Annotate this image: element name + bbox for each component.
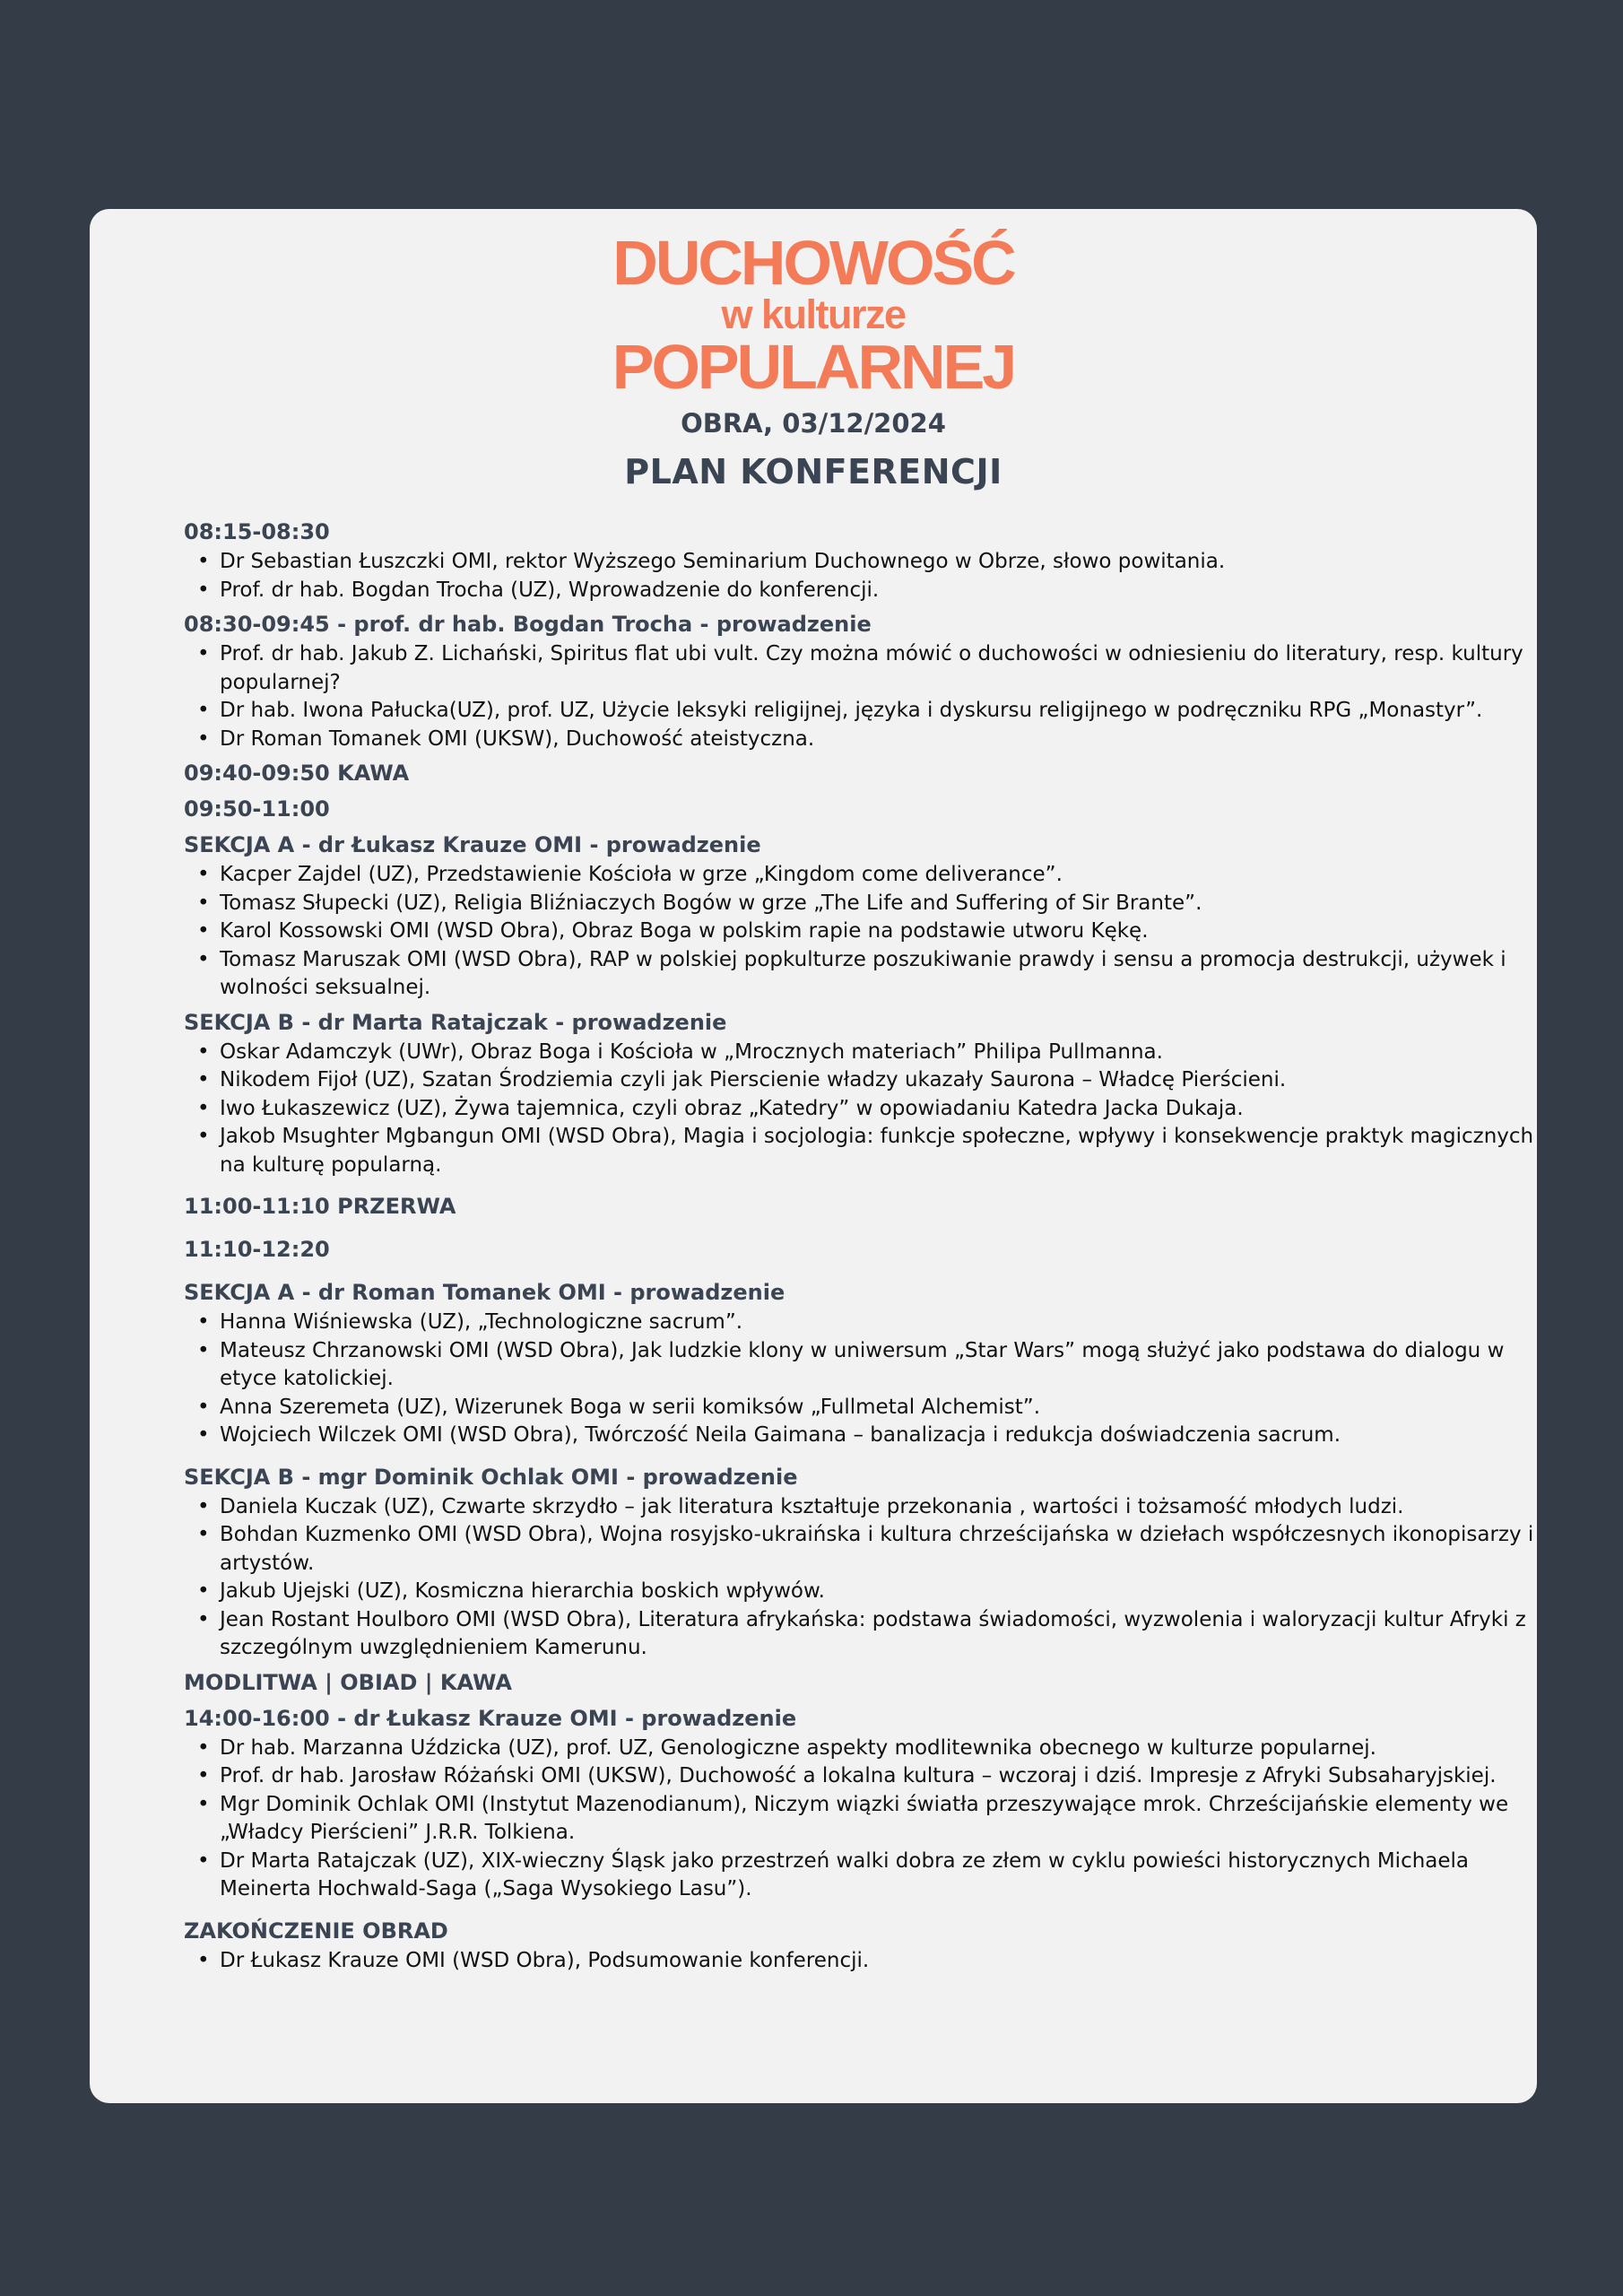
list-item: • Dr Roman Tomanek OMI (UKSW), Duchowość ateistyczna.: [184, 726, 1565, 754]
list-item: • Wojciech Wilczek OMI (WSD Obra), Twórczość Neila Gaimana – banalizacja i redukcja doświadczenia sacrum.: [184, 1422, 1565, 1450]
block-heading: MODLITWA | OBIAD | KAWA: [184, 1669, 512, 1695]
list-item: • Jakub Ujejski (UZ), Kosmiczna hierarchia boskich wpływów.: [184, 1578, 1565, 1606]
block-heading: 11:00-11:10 PRZERWA: [184, 1194, 456, 1219]
list-item: • Daniela Kuczak (UZ), Czwarte skrzydło – jak literatura kształtuje przekonania , wartości i tożsamość młodych ludzi.: [184, 1493, 1565, 1522]
title-line-2: w kulturze: [721, 291, 906, 337]
block-list: [184, 1735, 1565, 1904]
place-date: OBRA, 03/12/2024: [681, 408, 946, 439]
list-item: • Dr Łukasz Krauze OMI (WSD Obra), Podsumowanie konferencji.: [184, 1947, 1565, 1976]
block-list: [184, 1309, 1565, 1450]
list-item: • Kacper Zajdel (UZ), Przedstawienie Kościoła w grze „Kingdom come deliverance”.: [184, 861, 1565, 890]
list-item: • Iwo Łukaszewicz (UZ), Żywa tajemnica, czyli obraz „Katedry” w opowiadaniu Katedra Jacka Dukaja.: [184, 1095, 1565, 1124]
list-item: • Jean Rostant Houlboro OMI (WSD Obra), Literatura afrykańska: podstawa świadomości, wyzwolenia i waloryzacji kultur Afryki z szczególnym uwzględnieniem Kamerunu.: [184, 1606, 1565, 1663]
list-item: • Nikodem Fijoł (UZ), Szatan Środziemia czyli jak Pierscienie władzy ukazały Saurona – Władcę Pierścieni.: [184, 1066, 1565, 1095]
list-item: • Dr Sebastian Łuszczki OMI, rektor Wyższego Seminarium Duchownego w Obrze, słowo powitania.: [184, 548, 1565, 577]
plan-title: PLAN KONFERENCJI: [624, 452, 1002, 491]
section-heading: SEKCJA B - mgr Dominik Ochlak OMI - prowadzenie: [184, 1464, 798, 1490]
section-heading: SEKCJA A - dr Roman Tomanek OMI - prowadzenie: [184, 1280, 785, 1305]
block-heading: ZAKOŃCZENIE OBRAD: [184, 1918, 448, 1944]
program-card: [90, 209, 1537, 2103]
section-heading: SEKCJA A - dr Łukasz Krauze OMI - prowadzenie: [184, 832, 761, 857]
block-heading: 14:00-16:00 - dr Łukasz Krauze OMI - prowadzenie: [184, 1705, 797, 1731]
block-heading: 11:10-12:20: [184, 1237, 330, 1262]
list-item: • Oskar Adamczyk (UWr), Obraz Boga i Kościoła w „Mrocznych materiach” Philipa Pullmanna.: [184, 1039, 1565, 1067]
list-item: • Mateusz Chrzanowski OMI (WSD Obra), Jak ludzkie klony w uniwersum „Star Wars” mogą służyć jako podstawa do dialogu w etyce katolickiej.: [184, 1337, 1565, 1394]
title-line-1: DUCHOWOŚĆ: [612, 228, 1014, 298]
list-item: • Prof. dr hab. Bogdan Trocha (UZ), Wprowadzenie do konferencji.: [184, 577, 1565, 605]
title-line-3: POPULARNEJ: [612, 332, 1015, 402]
list-item: • Hanna Wiśniewska (UZ), „Technologiczne sacrum”.: [184, 1309, 1565, 1337]
block-list: [184, 548, 1565, 604]
block-list: [184, 861, 1565, 1003]
conference-title: [90, 228, 1537, 402]
list-item: • Dr Marta Ratajczak (UZ), XIX-wieczny Śląsk jako przestrzeń walki dobra ze złem w cyklu powieści historycznych Michaela Meinerta Hochwald-Saga („Saga Wysokiego Lasu”).: [184, 1848, 1565, 1904]
list-item: • Tomasz Maruszak OMI (WSD Obra), RAP w polskiej popkulturze poszukiwanie prawdy i sensu a promocja destrukcji, używek i wolności seksualnej.: [184, 946, 1565, 1003]
block-heading: 09:50-11:00: [184, 796, 330, 822]
block-heading: 09:40-09:50 KAWA: [184, 761, 410, 786]
list-item: • Tomasz Słupecki (UZ), Religia Bliźniaczych Bogów w grze „The Life and Suffering of Sir Brante”.: [184, 890, 1565, 918]
block-list: [184, 1493, 1565, 1663]
block-list: [184, 640, 1565, 753]
section-heading: SEKCJA B - dr Marta Ratajczak - prowadzenie: [184, 1009, 727, 1035]
block-heading: 08:30-09:45 - prof. dr hab. Bogdan Trocha - prowadzenie: [184, 612, 872, 637]
block-heading: 08:15-08:30: [184, 519, 330, 544]
list-item: • Anna Szeremeta (UZ), Wizerunek Boga w serii komiksów „Fullmetal Alchemist”.: [184, 1394, 1565, 1422]
block-list: [184, 1039, 1565, 1180]
program-content: [184, 516, 1565, 1975]
list-item: • Prof. dr hab. Jakub Z. Lichański, Spiritus flat ubi vult. Czy można mówić o duchowości w odniesieniu do literatury, resp. kultury popularnej?: [184, 640, 1565, 697]
list-item: • Bohdan Kuzmenko OMI (WSD Obra), Wojna rosyjsko-ukraińska i kultura chrześcijańska w dziełach współczesnych ikonopisarzy i artystów.: [184, 1521, 1565, 1578]
list-item: • Dr hab. Iwona Pałucka(UZ), prof. UZ, Użycie leksyki religijnej, języka i dyskursu religijnego w podręczniku RPG „Monastyr”.: [184, 697, 1565, 726]
list-item: • Karol Kossowski OMI (WSD Obra), Obraz Boga w polskim rapie na podstawie utworu Kękę.: [184, 918, 1565, 946]
list-item: • Mgr Dominik Ochlak OMI (Instytut Mazenodianum), Niczym wiązki światła przeszywające mrok. Chrześcijańskie elementy we „Władcy Pierścieni” J.R.R. Tolkiena.: [184, 1791, 1565, 1848]
block-list: [184, 1947, 1565, 1976]
list-item: • Jakob Msughter Mgbangun OMI (WSD Obra), Magia i socjologia: funkcje społeczne, wpływy i konsekwencje praktyk magicznych na kulturę popularną.: [184, 1123, 1565, 1179]
list-item: • Prof. dr hab. Jarosław Różański OMI (UKSW), Duchowość a lokalna kultura – wczoraj i dziś. Impresje z Afryki Subsaharyjskiej.: [184, 1762, 1565, 1791]
list-item: • Dr hab. Marzanna Uździcka (UZ), prof. UZ, Genologiczne aspekty modlitewnika obecnego w kulturze popularnej.: [184, 1735, 1565, 1763]
